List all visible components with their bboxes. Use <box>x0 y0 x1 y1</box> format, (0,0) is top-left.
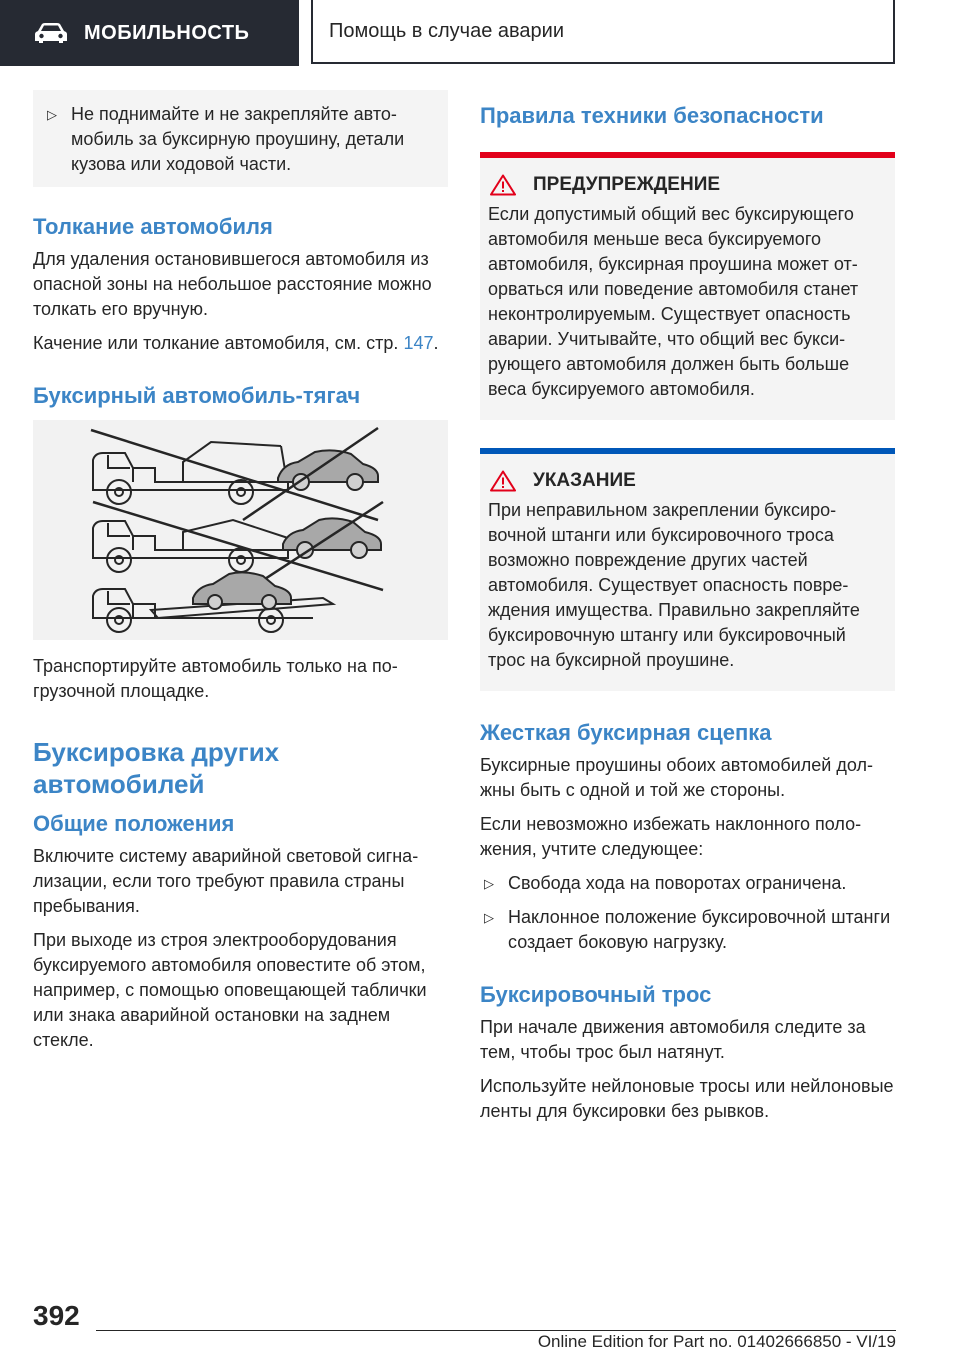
section-heading-tow-truck: Буксирный автомобиль-тягач <box>33 383 361 408</box>
warning-title-text: ПРЕДУПРЕЖДЕНИЕ <box>533 174 721 195</box>
footer-divider <box>96 1330 896 1331</box>
page-number: 392 <box>33 1300 80 1331</box>
tow-truck-illustration <box>33 420 448 640</box>
section-heading-rope: Буксировочный трос <box>480 982 712 1007</box>
section-tab <box>0 0 299 66</box>
left-column <box>33 90 448 1062</box>
bullet-triangle-icon: ▷ <box>484 910 494 925</box>
paragraph-end: . <box>433 333 439 353</box>
top-note-box <box>33 90 448 187</box>
list-item-text: Не поднимайте и не закрепляйте автомобиль за буксирную проушину, детали кузова или ходовой части. <box>71 104 405 174</box>
paragraph: Если невозможно избежать наклонного положения, учтите следующее: <box>480 814 862 859</box>
section-heading-pushing: Толкание автомобиля <box>33 214 273 239</box>
notice-box <box>480 448 895 691</box>
list-item <box>480 871 895 896</box>
section-label: МОБИЛЬНОСТЬ <box>84 21 250 44</box>
car-icon <box>34 22 68 44</box>
right-column <box>480 102 895 1133</box>
notice-title <box>488 470 883 492</box>
list-item <box>43 102 434 177</box>
image-caption: Транспортируйте автомобиль только на погрузочной площадке. <box>33 656 398 701</box>
paragraph: Для удаления остановившегося автомобиля из опасной зоны на небольшое расстояние можно толкать его вручную. <box>33 249 432 319</box>
bullet-triangle-icon: ▷ <box>484 876 494 891</box>
paragraph-text: Качение или толкание автомобиля, см. стр. <box>33 333 399 353</box>
list-item <box>480 905 895 955</box>
chapter-tab <box>311 0 895 64</box>
notice-title-text: УКАЗАНИЕ <box>533 470 636 491</box>
notice-triangle-icon <box>490 470 516 492</box>
page-link[interactable]: 147 <box>403 333 434 353</box>
chapter-label: Помощь в случае аварии <box>329 19 564 42</box>
section-heading-safety: Правила техники безопасности <box>480 103 824 128</box>
paragraph: Включите систему аварийной световой сигнализации, если того требуют правила страны пребывания. <box>33 846 419 916</box>
warning-box <box>480 152 895 420</box>
paragraph: При выходе из строя электрооборудования буксируемого автомобиля оповестите об этом, например, с помощью оповещающей таблички или знака аварийной остановки на заднем стекле. <box>33 930 427 1050</box>
paragraph: Буксирные проушины обоих автомобилей должны быть с одной и той же стороны. <box>480 755 873 800</box>
chapter-heading-towing-others: Буксировка других автомобилей <box>33 737 280 799</box>
bullet-triangle-icon: ▷ <box>47 107 57 122</box>
paragraph: При начале движения автомобиля следите за тем, чтобы трос был натянут. <box>480 1017 866 1062</box>
page-header <box>0 0 960 66</box>
edition-text: Online Edition for Part no. 01402666850 - VI/19 <box>537 1332 896 1351</box>
warning-text: Если допустимый общий вес буксирующего автомобиля меньше веса буксируемого автомобиля, буксирная проушина может оторваться или поведение автомобиля станет неконтролируемым. Существует опасность аварии. Учитывайте, что общий вес буксирующего автомобиля должен быть больше веса буксируемого автомобиля. <box>488 204 859 399</box>
warning-triangle-icon <box>490 174 516 196</box>
paragraph <box>33 331 448 356</box>
notice-text: При неправильном закреплении буксировочной штанги или буксировочного троса возможно повреждение других частей автомобиля. Существует опасность повреждения имущества. Правильно закрепляйте буксировочную штангу или буксировочный трос на буксирной проушине. <box>488 500 860 670</box>
paragraph: Используйте нейлоновые тросы или нейлоновые ленты для буксировки без рывков. <box>480 1076 894 1121</box>
section-heading-general: Общие положения <box>33 811 235 836</box>
list-item-text: Наклонное положение буксировочной штанги создает боковую нагрузку. <box>508 907 891 952</box>
tow-truck-drawing <box>33 420 448 640</box>
section-heading-rigid: Жесткая буксирная сцепка <box>480 720 772 745</box>
warning-title <box>488 174 883 196</box>
list-item-text: Свобода хода на поворотах ограничена. <box>508 873 847 893</box>
